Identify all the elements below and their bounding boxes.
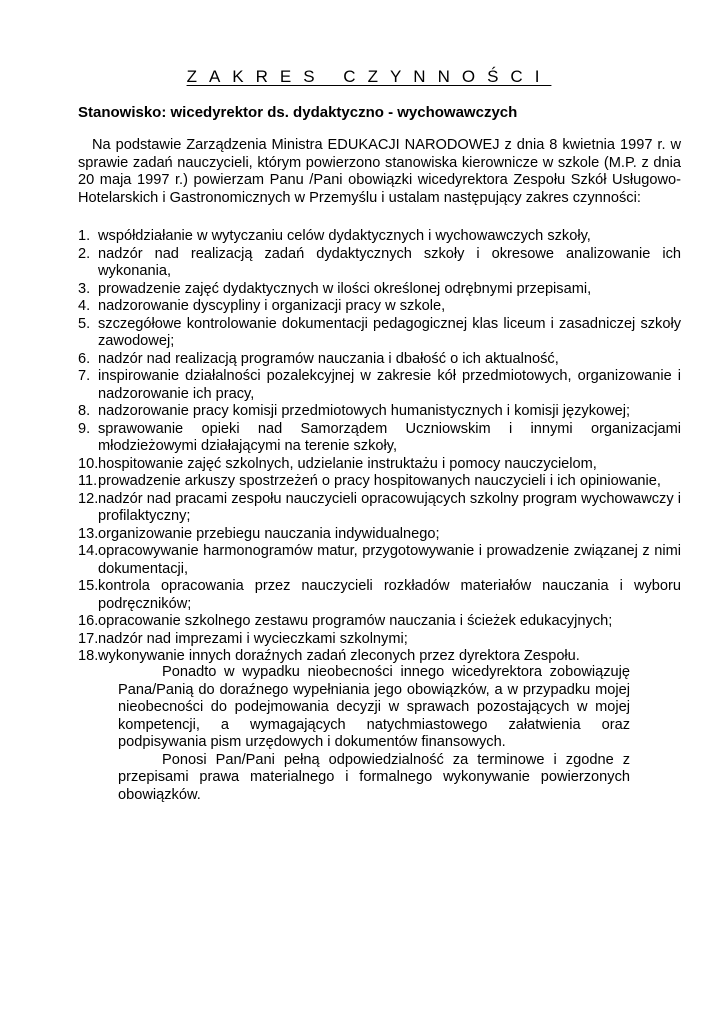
list-item [78,421,681,456]
list-item [78,403,681,421]
list-item [78,526,681,544]
item-text: organizowanie przebiegu nauczania indywidualnego; [98,525,440,542]
item-number: 6. [78,350,91,367]
item-text: nadzór nad realizacją zadań dydaktycznych szkoły i okresowe analizowanie ich wykonania, [98,245,681,279]
item-number: 5. [78,315,91,332]
item-text: hospitowanie zajęć szkolnych, udzielanie instruktażu i pomocy nauczycielom, [98,455,597,472]
item-text: sprawowanie opieki nad Samorządem Uczniowskim i innymi organizacjami młodzieżowymi działającymi na terenie szkoły, [98,420,681,454]
document-title: ZAKRES CZYNNOŚCI [186,67,552,86]
list-item [78,631,681,649]
item-text: wykonywanie innych doraźnych zadań zleconych przez dyrektora Zespołu. [98,648,580,664]
intro-text: Na podstawie Zarządzenia Ministra EDUKACJI NARODOWEJ z dnia 8 kwietnia 1997 r. w sprawie zadań nauczycieli, którym powierzono stanowiska kierownicze w szkole (M.P. z dnia 20 maja 1997 r.) powierzam Panu /Pani obowiązki wicedyrektora Zespołu Szkół Usługowo-Hotelarskich i Gastronomicznych w Przemyślu i ustalam następujący zakres czynności: [78,137,681,206]
closing-paragraph-1: Ponadto w wypadku nieobecności innego wicedyrektora zobowiązuję Pana/Panią do doraźnego wypełniania jego obowiązków, a w przypadku mojej nieobecności do podejmowania decyzji w sprawach pozostających w mojej kompetencji, a wymagających natychmiastowego załatwienia oraz podpisywania pism urzędowych i dokumentów finansowych. [118,664,630,750]
list-item [78,456,681,474]
list-item [78,368,681,403]
item-number: 11. [78,473,98,489]
list-item [78,543,681,578]
closing-paragraph-2: Ponosi Pan/Pani pełną odpowiedzialność za terminowe i zgodne z przepisami prawa materialnego i formalnego wykonywanie powierzonych obowiązków. [118,751,630,803]
item-number: 8. [78,403,91,419]
item-number: 15. [78,578,99,594]
item-number: 10. [78,455,99,472]
item-text: opracowanie szkolnego zestawu programów nauczania i ścieżek edukacyjnych; [98,613,613,629]
item-number: 18. [78,648,99,664]
list-item [78,281,681,299]
list-item [78,473,681,491]
list-item [78,613,681,631]
item-number: 1. [78,228,91,244]
item-text: prowadzenie arkuszy spostrzeżeń o pracy hospitowanych nauczycieli i ich opiniowanie, [98,473,661,489]
item-text: nadzorowanie pracy komisji przedmiotowych humanistycznych i komisji językowej; [98,403,631,419]
item-number: 7. [78,368,91,384]
item-number: 4. [78,298,91,314]
item-text: opracowywanie harmonogramów matur, przygotowywanie i prowadzenie związanej z nimi dokumentacji, [98,543,681,577]
duties-list [78,228,681,666]
item-number: 14. [78,543,99,559]
item-text: kontrola opracowania przez nauczycieli rozkładów materiałów nauczania i wyboru podręczników; [98,578,681,612]
intro-paragraph [78,137,681,207]
item-text: prowadzenie zajęć dydaktycznych w ilości określonej odrębnymi przepisami, [98,280,592,297]
item-text: szczegółowe kontrolowanie dokumentacji pedagogicznej klas liceum i zasadniczej szkoły zawodowej; [98,315,681,349]
item-text: nadzór nad realizacją programów nauczania i dbałość o ich aktualność, [98,350,559,367]
list-item [78,648,681,666]
list-item [78,246,681,281]
item-text: współdziałanie w wytyczaniu celów dydaktycznych i wychowawczych szkoły, [98,228,591,244]
item-text: nadzór nad imprezami i wycieczkami szkolnymi; [98,630,408,647]
item-number: 2. [78,245,91,262]
closing-section [118,664,630,804]
item-number: 3. [78,280,91,297]
item-text: inspirowanie działalności pozalekcyjnej w zakresie kół przedmiotowych, organizowanie i nadzorowanie ich pracy, [98,368,681,402]
list-item [78,298,681,316]
item-text: nadzór nad pracami zespołu nauczycieli opracowujących szkolny program wychowawczy i profilaktyczny; [98,490,681,524]
list-item [78,491,681,526]
item-number: 16. [78,613,99,629]
position-line: Stanowisko: wicedyrektor ds. dydaktyczno - wychowawczych [78,104,518,121]
list-item [78,228,681,246]
item-number: 12. [78,490,99,507]
item-text: nadzorowanie dyscypliny i organizacji pracy w szkole, [98,298,446,314]
item-number: 9. [78,420,91,437]
list-item [78,351,681,369]
list-item [78,316,681,351]
item-number: 13. [78,525,99,542]
list-item [78,578,681,613]
item-number: 17. [78,630,99,647]
